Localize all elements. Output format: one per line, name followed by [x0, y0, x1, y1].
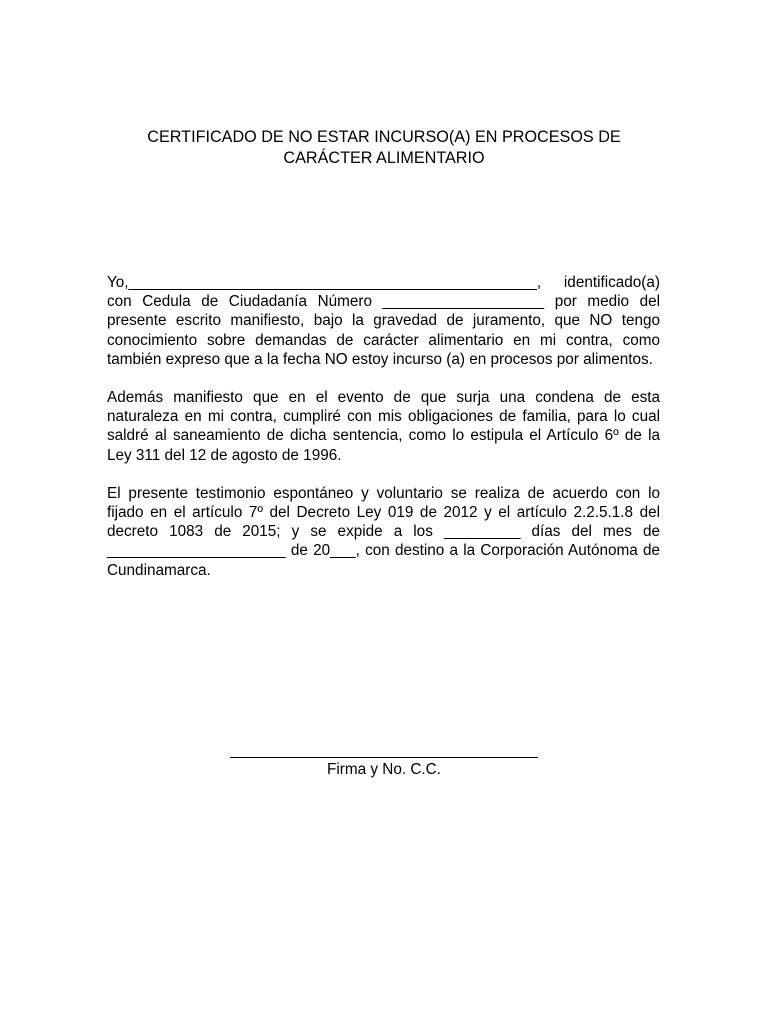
- signature-block: [230, 737, 538, 778]
- document-title: [100, 127, 668, 168]
- signature-line: [230, 757, 538, 758]
- signature-label: Firma y No. C.C.: [327, 761, 441, 778]
- title-line-1: CERTIFICADO DE NO ESTAR INCURSO(A) EN PROCESOS DE: [147, 128, 621, 146]
- title-line-2: CARÁCTER ALIMENTARIO: [283, 148, 485, 167]
- declaration-paragraph: Yo,________________________________________________, identificado(a) con Cedula de Ciudadanía Número ___________________ por medio del presente escrito manifiesto, bajo la gravedad de juramento, que NO tengo conocimiento sobre demandas de carácter alimentario en mi contra, como también expreso que a la fecha NO estoy incurso (a) en procesos por alimentos.: [107, 274, 660, 368]
- obligation-paragraph: Además manifiesto que en el evento de que surja una condena de esta naturaleza en mi contra, cumpliré con mis obligaciones de familia, para lo cual saldré al saneamiento de dicha sentencia, como lo estipula el Artículo 6º de la Ley 311 del 12 de agosto de 1996.: [107, 389, 660, 464]
- document-body: [107, 273, 660, 580]
- testimony-paragraph: El presente testimonio espontáneo y voluntario se realiza de acuerdo con lo fijado en el artículo 7º del Decreto Ley 019 de 2012 y el artículo 2.2.5.1.8 del decreto 1083 de 2015; y se expide a los _________ días del mes de _____________________ de 20___, con destino a la Corporación Autónoma de Cundinamarca.: [107, 484, 660, 579]
